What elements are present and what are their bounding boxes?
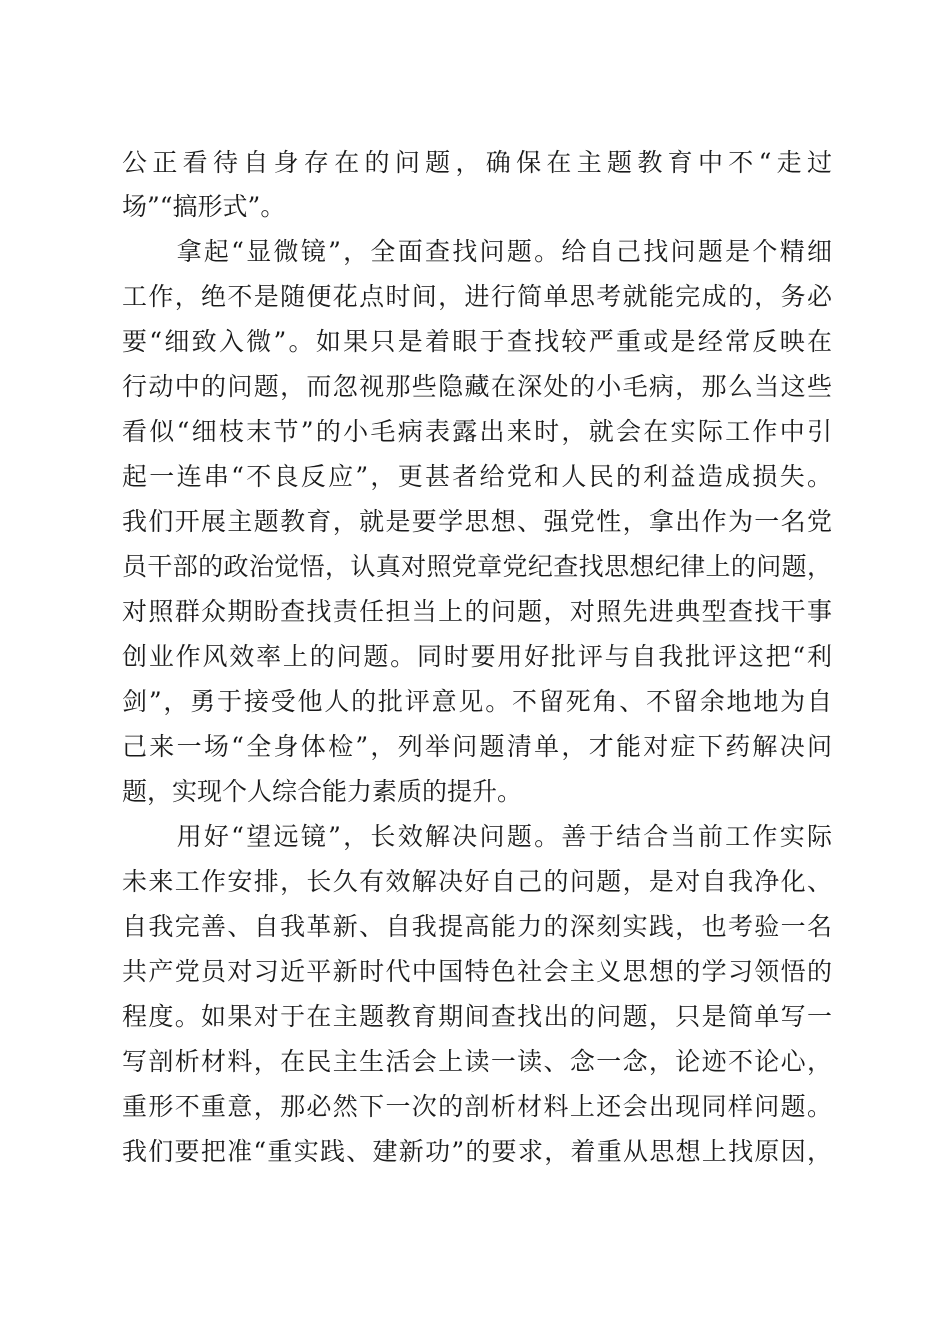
text-line: 题，实现个人综合能力素质的提升。 — [122, 777, 523, 806]
text-line: 己来一场“全身体检”，列举问题清单，才能对症下药解决问 — [122, 732, 832, 761]
text-line: 要“细致入微”。如果只是着眼于查找较严重或是经常反映在 — [122, 327, 832, 356]
text-line: 拿起“显微镜”，全面查找问题。给自己找问题是个精细 — [122, 237, 832, 266]
text-line: 我们要把准“重实践、建新功”的要求，着重从思想上找原因， — [122, 1137, 832, 1166]
text-line: 工作，绝不是随便花点时间，进行简单思考就能完成的，务必 — [122, 282, 832, 311]
text-line: 公正看待自身存在的问题，确保在主题教育中不“走过 — [122, 148, 832, 177]
text-line: 场”“搞形式”。 — [122, 192, 286, 221]
text-line: 创业作风效率上的问题。同时要用好批评与自我批评这把“利 — [122, 642, 832, 671]
text-line: 我们开展主题教育，就是要学思想、强党性，拿出作为一名党 — [122, 507, 832, 536]
text-line: 写剖析材料，在民主生活会上读一读、念一念，论迹不论心， — [122, 1047, 832, 1076]
text-line: 程度。如果对于在主题教育期间查找出的问题，只是简单写一 — [122, 1002, 832, 1031]
text-line: 员干部的政治觉悟，认真对照党章党纪查找思想纪律上的问题， — [122, 552, 832, 581]
text-line: 用好“望远镜”，长效解决问题。善于结合当前工作实际 — [122, 822, 832, 851]
text-line: 起一连串“不良反应”，更甚者给党和人民的利益造成损失。 — [122, 462, 832, 491]
text-line: 重形不重意，那必然下一次的剖析材料上还会出现同样问题。 — [122, 1092, 832, 1121]
text-line: 自我完善、自我革新、自我提高能力的深刻实践，也考验一名 — [122, 912, 832, 941]
text-line: 看似“细枝末节”的小毛病表露出来时，就会在实际工作中引 — [122, 417, 832, 446]
text-line: 行动中的问题，而忽视那些隐藏在深处的小毛病，那么当这些 — [122, 372, 832, 401]
text-line: 共产党员对习近平新时代中国特色社会主义思想的学习领悟的 — [122, 957, 832, 986]
text-line: 未来工作安排，长久有效解决好自己的问题，是对自我净化、 — [122, 867, 832, 896]
text-line: 对照群众期盼查找责任担当上的问题，对照先进典型查找干事 — [122, 597, 832, 626]
text-line: 剑”，勇于接受他人的批评意见。不留死角、不留余地地为自 — [122, 687, 832, 716]
